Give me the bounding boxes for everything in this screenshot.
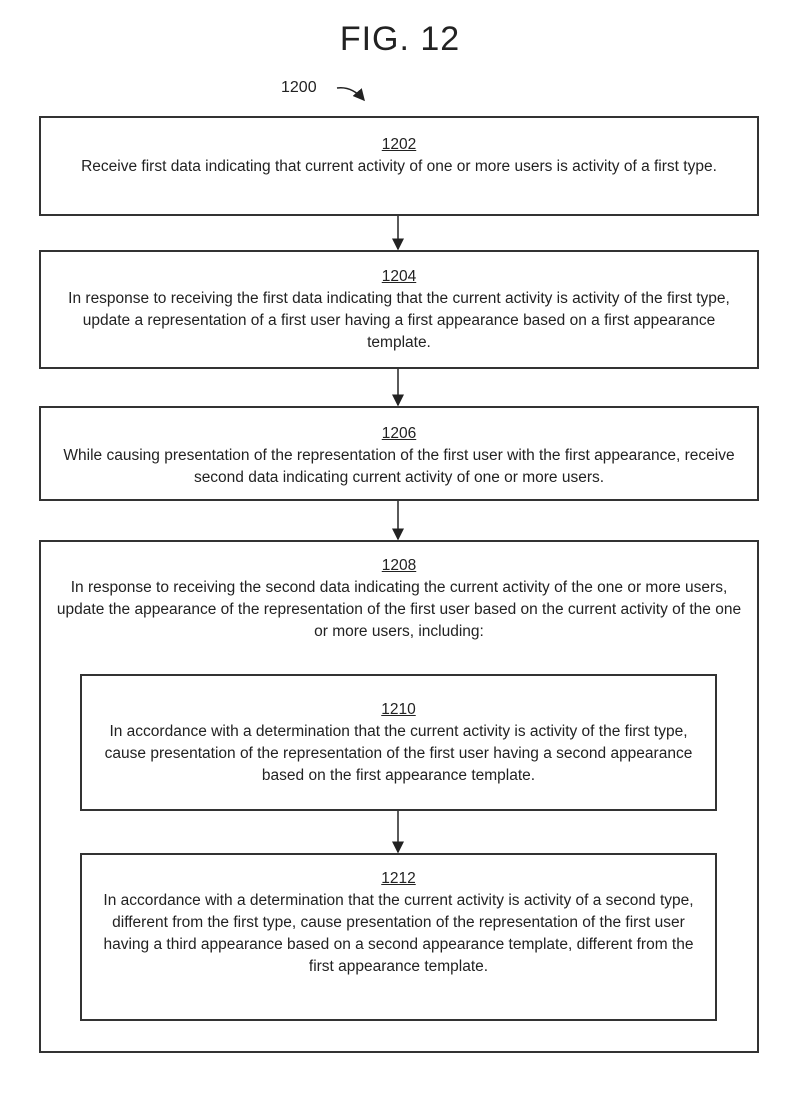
figure-ref: 1200 — [281, 79, 317, 96]
step-1212 — [80, 853, 717, 1021]
step-number: 1202 — [381, 136, 417, 153]
step-number: 1208 — [381, 557, 417, 574]
step-1202 — [39, 116, 759, 216]
step-1204 — [39, 250, 759, 369]
step-text: In accordance with a determination that the current activity is activity of a second type, different from the first type, cause presentation of the representation of the first user having a third appearance based on a second appearance template, different from the first appearance template. — [103, 892, 694, 975]
step-1206 — [39, 406, 759, 501]
step-text: While causing presentation of the representation of the first user with the first appearance, receive second data indicating current activity of one or more users. — [63, 447, 735, 486]
step-text: Receive first data indicating that current activity of one or more users is activity of a first type. — [81, 158, 717, 175]
ref-arrow — [337, 88, 364, 100]
step-text: In accordance with a determination that the current activity is activity of the first type, cause presentation of the representation of the first user having a second appearance based on the first appearance template. — [104, 723, 693, 784]
step-1210 — [80, 674, 717, 811]
step-text: In response to receiving the second data indicating the current activity of the one or more users, update the appearance of the representation of the first user based on the current activity of the one or more users, including: — [56, 579, 742, 640]
step-number: 1210 — [381, 701, 416, 718]
figure-title: FIG. 12 — [339, 20, 461, 58]
step-number: 1206 — [381, 425, 417, 442]
step-number: 1212 — [381, 870, 416, 887]
step-number: 1204 — [381, 268, 417, 285]
step-text: In response to receiving the first data indicating that the current activity is activity of the first type, update a representation of a first user having a first appearance based on a first appearance template. — [68, 290, 730, 351]
